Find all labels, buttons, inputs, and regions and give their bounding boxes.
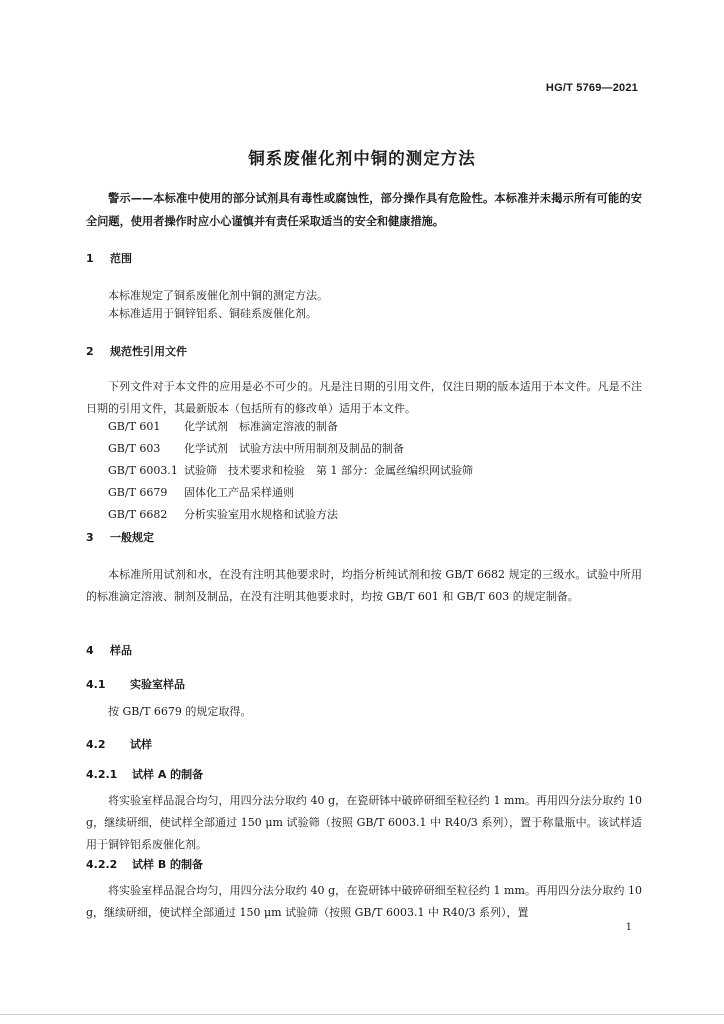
section-4-heading: [86, 642, 132, 658]
section-number: 4.1: [86, 678, 106, 691]
page-title: 铜系废催化剂中铜的测定方法: [248, 149, 476, 168]
section-4-1-heading: [86, 676, 185, 692]
reference-title: 分析实验室用水规格和试验方法: [184, 508, 338, 521]
lab-sample-paragraph: 按 GB/T 6679 的规定取得。: [108, 705, 252, 718]
reference-code: GB/T 6003.1: [108, 464, 178, 477]
section-number: 4.2.1: [86, 768, 118, 781]
reference-item: [108, 506, 642, 522]
section-4-2-2-heading: [86, 856, 203, 872]
section-number: 4.2: [86, 738, 106, 751]
scope-paragraph-1: 本标准规定了铜系废催化剂中铜的测定方法。: [108, 289, 328, 302]
reference-item: [108, 440, 642, 456]
sample-b-paragraph: 将实验室样品混合均匀，用四分法分取约 40 g，在瓷研钵中破碎研细至粒径约 1 mm。再用四分法分取约 10 g，继续研细，使试样全部通过 150 μm 试验筛（按照 GB/T 6003.1 中 R40/3 系列），置: [86, 884, 642, 919]
section-4-2-heading: [86, 736, 152, 752]
section-title: 实验室样品: [130, 678, 185, 691]
section-number: 3: [86, 531, 94, 544]
standard-code: HG/T 5769—2021: [545, 82, 638, 94]
page-number: 1: [625, 922, 632, 933]
section-title: 试样 B 的制备: [132, 858, 204, 871]
references-intro-paragraph: 下列文件对于本文件的应用是必不可少的。凡是注日期的引用文件，仅注日期的版本适用于本文件。凡是不注日期的引用文件，其最新版本（包括所有的修改单）适用于本文件。: [86, 380, 642, 415]
section-title: 试样 A 的制备: [132, 768, 204, 781]
section-title: 试样: [130, 738, 152, 751]
scope-paragraph-2: 本标准适用于铜锌铝系、铜硅系废催化剂。: [108, 307, 317, 320]
section-number: 4.2.2: [86, 858, 118, 871]
section-title: 一般规定: [110, 531, 154, 544]
section-number: 4: [86, 644, 94, 657]
section-title: 范围: [110, 252, 132, 265]
reference-code: GB/T 601: [108, 420, 161, 433]
section-title: 规范性引用文件: [110, 345, 187, 358]
bottom-divider: [0, 1014, 724, 1015]
section-number: 1: [86, 252, 94, 265]
section-4-2-1-heading: [86, 766, 203, 782]
reference-item: [108, 418, 642, 434]
section-1-heading: [86, 250, 132, 266]
reference-item: [108, 462, 642, 478]
sample-a-paragraph: 将实验室样品混合均匀，用四分法分取约 40 g，在瓷研钵中破碎研细至粒径约 1 mm。再用四分法分取约 10 g，继续研细，使试样全部通过 150 μm 试验筛（按照 GB/T 6003.1 中 R40/3 系列），置于称量瓶中。该试样适用于铜锌铝系废催化剂。: [86, 794, 642, 851]
reference-item: [108, 484, 642, 500]
warning-paragraph: 警示——本标准中使用的部分试剂具有毒性或腐蚀性，部分操作具有危险性。本标准并未揭示所有可能的安全问题，使用者操作时应小心谨慎并有责任采取适当的安全和健康措施。: [86, 192, 642, 228]
section-3-heading: [86, 529, 154, 545]
section-title: 样品: [110, 644, 132, 657]
reference-code: GB/T 6679: [108, 486, 168, 499]
reference-code: GB/T 603: [108, 442, 161, 455]
reference-title: 化学试剂 标准滴定溶液的制备: [184, 420, 338, 433]
reference-title: 试验筛 技术要求和检验 第 1 部分：金属丝编织网试验筛: [184, 464, 473, 477]
reference-code: GB/T 6682: [108, 508, 168, 521]
section-2-heading: [86, 343, 187, 359]
reference-title: 固体化工产品采样通则: [184, 486, 294, 499]
general-rules-paragraph: 本标准所用试剂和水，在没有注明其他要求时，均指分析纯试剂和按 GB/T 6682 规定的三级水。试验中所用的标准滴定溶液、制剂及制品，在没有注明其他要求时，均按 GB/T 601 和 GB/T 603 的规定制备。: [86, 568, 642, 603]
reference-title: 化学试剂 试验方法中所用制剂及制品的制备: [184, 442, 404, 455]
section-number: 2: [86, 345, 94, 358]
